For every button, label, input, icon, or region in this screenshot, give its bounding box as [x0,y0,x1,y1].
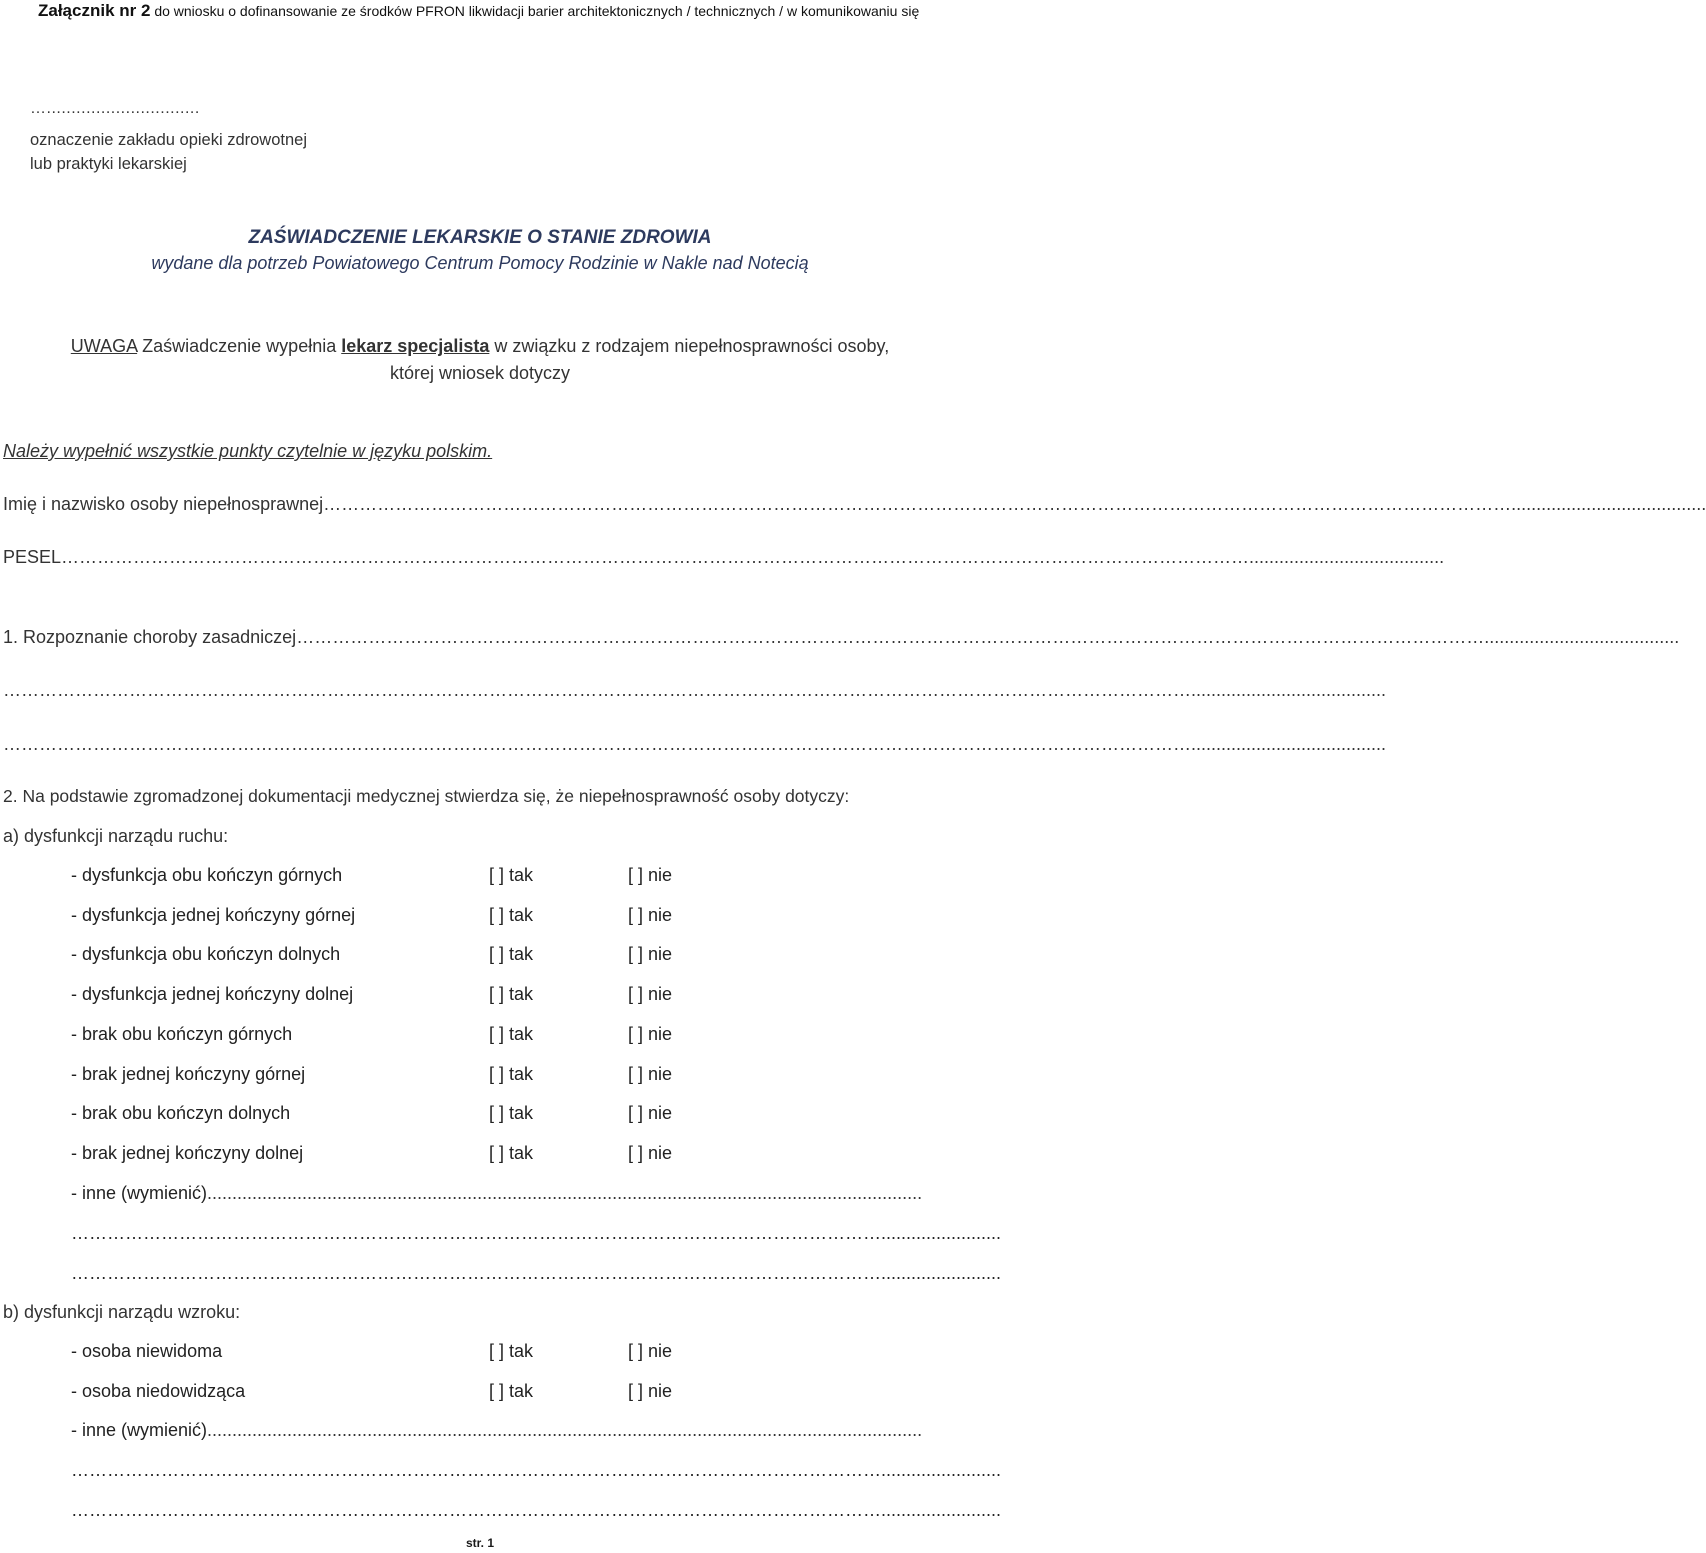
motor-nie-checkbox[interactable]: [ ] nie [628,904,673,925]
motor-tak-checkbox[interactable]: [ ] tak [489,1063,534,1084]
motor-nie-checkbox[interactable]: [ ] nie [628,984,673,1005]
vision-other-line-3[interactable]: ………………………………………………………………………………………………………………………........................ [71,1500,1002,1520]
notice-line-1 [0,333,960,360]
clinic-line-2: lub praktyki lekarskiej [30,155,187,173]
motor-item-label: - dysfunkcja obu kończyn dolnych [71,944,341,965]
motor-nie-checkbox[interactable]: [ ] nie [628,865,673,885]
vision-other-label: - inne (wymienić) [71,1420,208,1440]
motor-nie-checkbox[interactable]: [ ] nie [628,1103,673,1124]
notice-line-2: której wniosek dotyczy [389,363,571,383]
motor-tak-checkbox[interactable]: [ ] tak [489,904,534,925]
motor-other-line-3[interactable]: ………………………………………………………………………………………………………………………........................ [71,1263,1002,1283]
section-2-heading: 2. Na podstawie zgromadzonej dokumentacji medycznej stwierdza się, że niepełnosprawność osoby dotyczy: [3,786,850,806]
attachment-header [38,1,919,21]
pesel-field-label: PESEL [3,547,62,567]
pesel-field-input[interactable]: ………………………………………………………………………………………………………………………………………………………………………………....................................... [61,547,1445,567]
motor-other-label: - inne (wymienić) [71,1183,208,1203]
vision-tak-checkbox[interactable]: [ ] tak [489,1381,534,1401]
vision-other-input[interactable]: ............................................................................................................................................... [207,1420,923,1440]
motor-tak-checkbox[interactable]: [ ] tak [489,944,534,965]
vision-nie-checkbox[interactable]: [ ] nie [628,1341,673,1361]
clinic-designation [30,128,307,176]
motor-item-label: - brak obu kończyn dolnych [71,1103,291,1124]
motor-item-label: - dysfunkcja jednej kończyny górnej [71,904,356,925]
name-field-input[interactable]: ………………………………………………………………………………………………………………………………………………………………………………....................................... [323,494,1706,514]
motor-item-label: - brak jednej kończyny dolnej [71,1142,304,1163]
notice-uwaga: UWAGA [70,336,138,356]
vision-item-label: - osoba niedowidząca [71,1381,246,1401]
motor-tak-checkbox[interactable]: [ ] tak [489,1103,534,1124]
motor-nie-checkbox[interactable]: [ ] nie [628,944,673,965]
diagnosis-field-input[interactable]: ………………………………………………………………………………………………………………………………………………………………………………....................................... [296,627,1680,647]
clinic-stamp-dots: …............................... [30,100,200,117]
document-title-block [0,227,960,274]
motor-nie-checkbox[interactable]: [ ] nie [628,1063,673,1084]
motor-nie-checkbox[interactable]: [ ] nie [628,1023,673,1044]
document-subtitle: wydane dla potrzeb Powiatowego Centrum Pomocy Rodzinie w Nakle nad Notecią [151,253,809,273]
motor-item-label: - dysfunkcja obu kończyn górnych [71,865,343,885]
motor-other-input[interactable]: ............................................................................................................................................... [207,1183,923,1203]
name-field-label: Imię i nazwisko osoby niepełnosprawnej [3,494,324,514]
motor-item-label: - brak obu kończyn górnych [71,1023,293,1044]
attachment-number: Załącznik nr 2 [38,1,151,20]
motor-item-label: - dysfunkcja jednej kończyny dolnej [71,984,354,1005]
vision-item-label: - osoba niewidoma [71,1341,223,1361]
vision-other-row [71,1420,959,1441]
diagnosis-field-label: 1. Rozpoznanie choroby zasadniczej [3,627,297,647]
notice-specialist: lekarz specjalista [341,336,490,356]
motor-other-line-2[interactable]: ………………………………………………………………………………………………………………………........................ [71,1223,1002,1243]
page-number: str. 1 [465,1536,495,1550]
diagnosis-line-3[interactable]: ………………………………………………………………………………………………………………………………………………………………………………....................................... [3,734,1387,754]
pesel-field-row [3,547,1445,568]
clinic-line-1: oznaczenie zakładu opieki zdrowotnej [30,131,308,149]
motor-tak-checkbox[interactable]: [ ] tak [489,865,534,885]
document-title: ZAŚWIADCZENIE LEKARSKIE O STANIE ZDROWIA [248,227,712,248]
diagnosis-field-row [3,627,1680,648]
notice-block [0,333,960,387]
motor-item-label: - brak jednej kończyny górnej [71,1063,306,1084]
notice-text-1: Zaświadczenie wypełnia [137,336,342,356]
attachment-description: do wniosku o dofinansowanie ze środków PFRON likwidacji barier architektonicznych / technicznych / w komunikowaniu się [150,3,920,19]
vision-tak-checkbox[interactable]: [ ] tak [489,1341,534,1361]
section-a-title: a) dysfunkcji narządu ruchu: [3,826,229,846]
motor-tak-checkbox[interactable]: [ ] tak [489,1142,534,1163]
motor-tak-checkbox[interactable]: [ ] tak [489,984,534,1005]
motor-tak-checkbox[interactable]: [ ] tak [489,1023,534,1044]
name-field-row [3,494,1706,515]
vision-nie-checkbox[interactable]: [ ] nie [628,1381,673,1401]
motor-other-row [71,1183,959,1204]
motor-nie-checkbox[interactable]: [ ] nie [628,1142,673,1163]
notice-text-2: w związku z rodzajem niepełnosprawności osoby, [489,336,890,356]
section-b-title: b) dysfunkcji narządu wzroku: [3,1302,241,1322]
diagnosis-line-2[interactable]: ………………………………………………………………………………………………………………………………………………………………………………....................................... [3,680,1387,700]
fill-instruction: Należy wypełnić wszystkie punkty czytelnie w języku polskim. [3,441,493,461]
vision-other-line-2[interactable]: ………………………………………………………………………………………………………………………........................ [71,1460,1002,1480]
